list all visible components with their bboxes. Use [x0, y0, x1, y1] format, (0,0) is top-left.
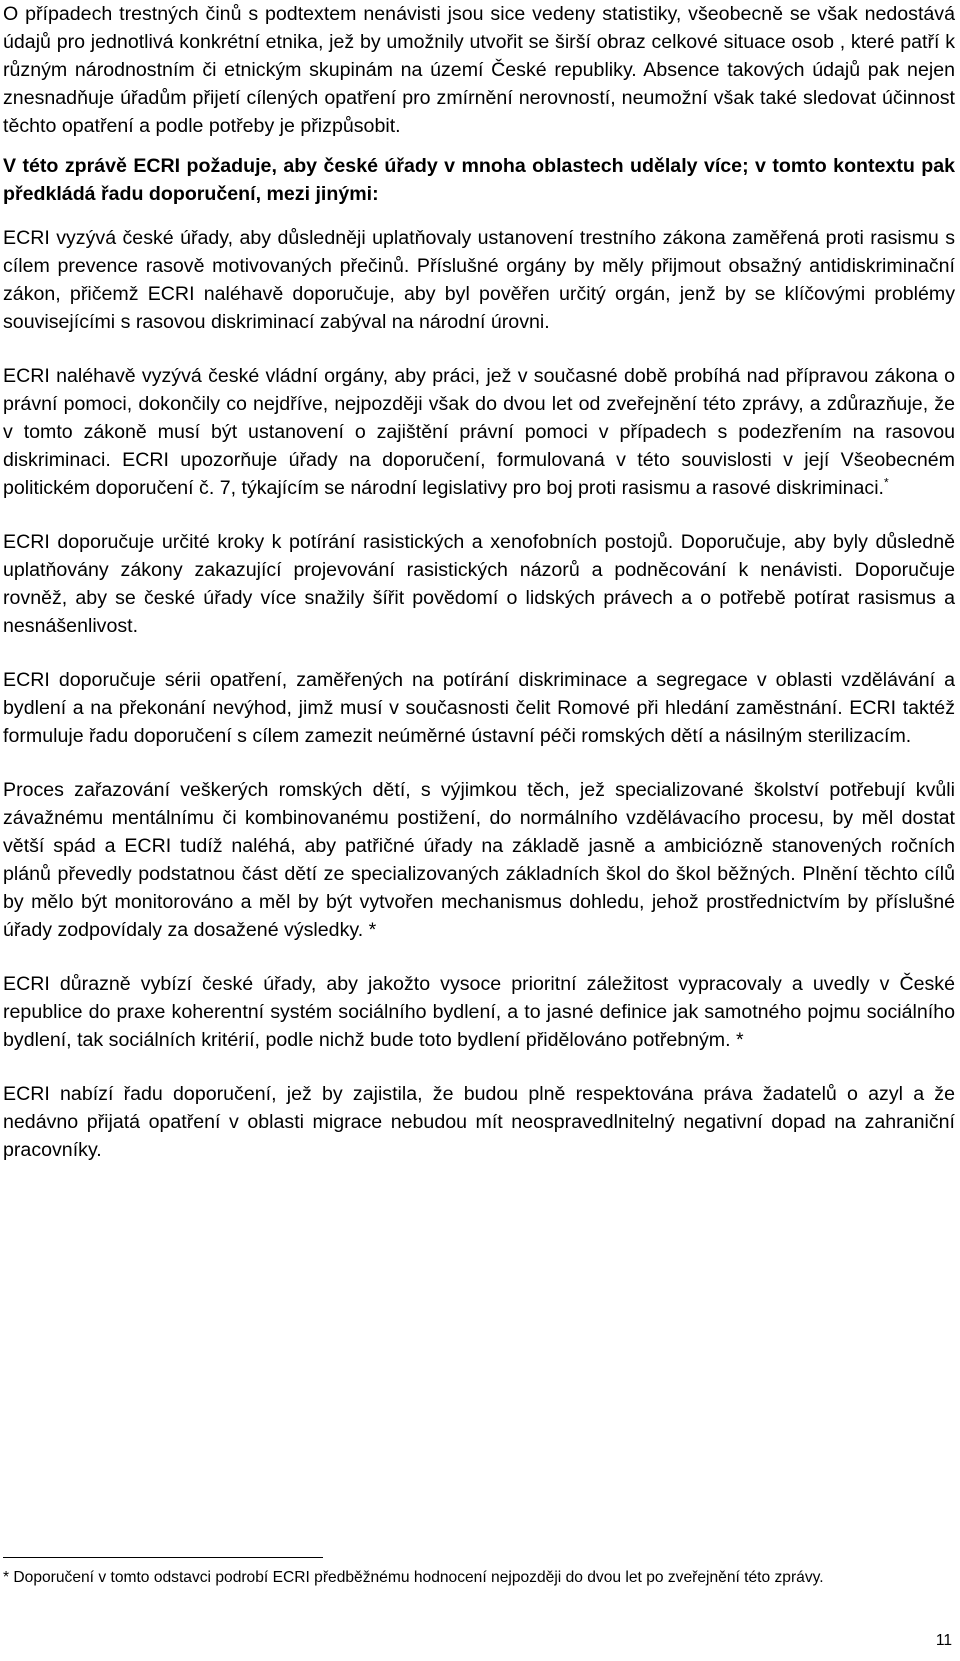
- footnote: * Doporučení v tomto odstavci podrobí ECRI předběžnému hodnocení nejpozději do dvou let po zveřejnění této zprávy.: [3, 1569, 824, 1586]
- paragraph-asylum: ECRI nabízí řadu doporučení, jež by zajistila, že budou plně respektována práva žadatelů o azyl a že nedávno přijatá opatření v oblasti migrace nebudou mít neospravedlnitelný negativní dopad na zahraniční pracovníky.: [3, 1083, 955, 1161]
- paragraph-criminal-law: ECRI vyzývá české úřady, aby důsledněji uplatňovaly ustanovení trestního zákona zaměřená proti rasismu s cílem prevence rasově motivovaných přečinů. Příslušné orgány by měly přijmout obsažný antidiskriminační zákon, přičemž ECRI naléhavě doporučuje, aby byl pověřen určitý orgán, jenž by se klíčovými problémy souvisejícími s rasovou diskriminací zabýval na národní úrovni.: [3, 227, 955, 333]
- paragraph-roma-discrimination: ECRI doporučuje sérii opatření, zaměřených na potírání diskriminace a segregace v oblasti vzdělávání a bydlení a na překonání nevýhod, jimž musí v současnosti čelit Romové při hledání zaměstnání. ECRI taktéž formuluje řadu doporučení s cílem zamezit neúměrné ústavní péči romských dětí a násilným sterilizacím.: [3, 669, 955, 747]
- paragraph-social-housing: ECRI důrazně vybízí české úřady, aby jakožto vysoce prioritní záležitost vypracovaly a uvedly v České republice do praxe koherentní systém sociálního bydlení, a to jasné definice jak samotného pojmu sociálního bydlení, tak sociálních kritérií, podle nichž bude toto bydlení přidělováno potřebným. *: [3, 973, 955, 1051]
- body-text: [3, 0, 955, 1190]
- paragraph-racist-attitudes: ECRI doporučuje určité kroky k potírání rasistických a xenofobních postojů. Doporučuje, aby byly důsledně uplatňovány zákony zakazující projevování rasistických názorů a podněcování k nenávisti. Doporučuje rovněž, aby se české úřady více snažily šířit povědomí o lidských právech a o potřebě potírat rasismus a nesnášenlivost.: [3, 531, 955, 637]
- footnote-reference: *: [884, 475, 889, 490]
- page-number: 11: [935, 1632, 952, 1649]
- paragraph-legal-aid-text: ECRI naléhavě vyzývá české vládní orgány, aby práci, jež v současné době probíhá nad přípravou zákona o právní pomoci, dokončily co nejdříve, nejpozději však do dvou let od zveřejnění této zprávy, a zdůrazňuje, že v tomto zákoně musí být ustanovení o zajištění právní pomoci v případech s podezřením na rasovou diskriminaci. ECRI upozorňuje úřady na doporučení, formulovaná v této souvislosti v její Všeobecném politickém doporučení č. 7, týkajícím se národní legislativy pro boj proti rasismu a rasové diskriminaci.: [3, 365, 955, 499]
- paragraph-statistics: O případech trestných činů s podtextem nenávisti jsou sice vedeny statistiky, všeobecně se však nedostává údajů pro jednotlivá konkrétní etnika, jež by umožnily utvořit se širší obraz celkové situace osob , které patří k různým národnostním či etnickým skupinám na území České republiky. Absence takových údajů pak nejen znesnadňuje úřadům přijetí cílených opatření pro zmírnění nerovností, neumožní však také sledovat účinnost těchto opatření a podle potřeby je přizpůsobit.: [3, 3, 955, 137]
- paragraph-intro-bold: V této zprávě ECRI požaduje, aby české úřady v mnoha oblastech udělaly více; v tomto kontextu pak předkládá řadu doporučení, mezi jinými:: [3, 155, 955, 205]
- paragraph-roma-education: Proces zařazování veškerých romských dětí, s výjimkou těch, jež specializované školství potřebují kvůli závažnému mentálnímu či kombinovanému postižení, do normálního vzdělávacího procesu, by měl dostat větší spád a ECRI tudíž naléhá, aby patřičné úřady na základě jasně a ambiciózně stanovených ročních plánů převedly podstatnou část dětí ze specializovaných základních škol do škol běžných. Plnění těchto cílů by mělo být monitorováno a měl by být vytvořen mechanismus dohledu, jehož prostřednictvím by příslušné úřady zodpovídaly za dosažené výsledky. *: [3, 779, 955, 941]
- paragraph-legal-aid: [3, 362, 955, 502]
- footnote-separator: [3, 1557, 323, 1558]
